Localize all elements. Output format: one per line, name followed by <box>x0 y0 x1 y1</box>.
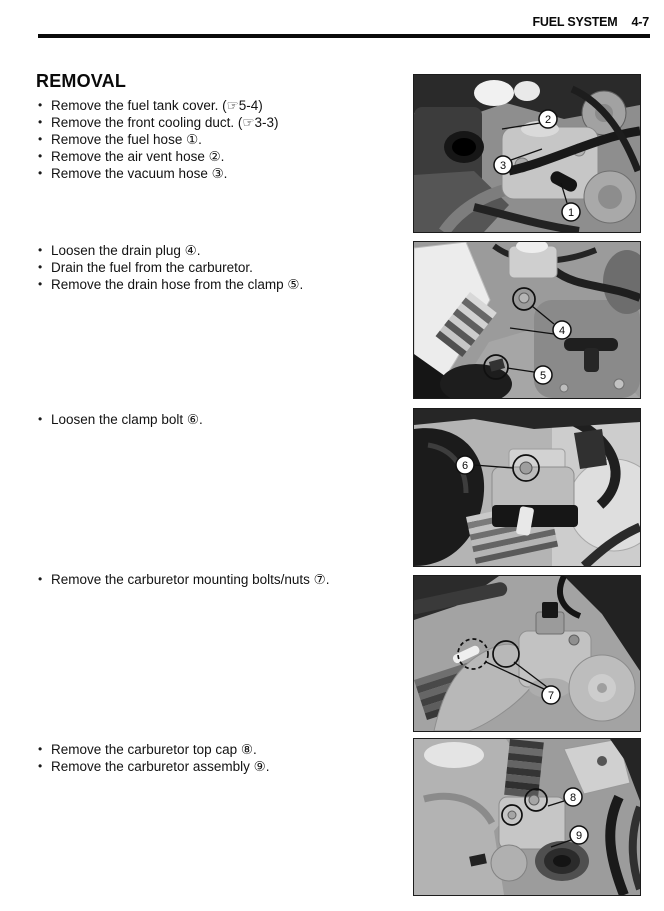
clamp-band-shape <box>492 505 578 527</box>
callout-3-badge <box>494 156 512 174</box>
instruction-group-3 <box>38 411 410 428</box>
instruction-text: Loosen the clamp bolt ⑥. <box>51 412 203 427</box>
callout-2-badge <box>539 110 557 128</box>
figure-drain-plug-photo <box>413 241 641 399</box>
instruction-item <box>38 411 410 428</box>
instruction-item <box>38 148 410 165</box>
instruction-text: Remove the carburetor assembly ⑨. <box>51 759 270 774</box>
instruction-item <box>38 276 410 293</box>
instruction-item <box>38 97 410 114</box>
callout-1-badge <box>562 203 580 221</box>
instruction-item <box>38 131 410 148</box>
bullet-marker: • <box>38 277 43 291</box>
instruction-group-1 <box>38 97 410 182</box>
svg-text:8: 8 <box>569 792 577 804</box>
photo-scene-svg <box>414 409 640 566</box>
page-header <box>532 15 649 29</box>
header-rule <box>38 34 650 38</box>
instruction-text: Remove the drain hose from the clamp ⑤. <box>51 277 304 292</box>
instruction-text: Loosen the drain plug ④. <box>51 243 201 258</box>
figure-clamp-bolt-photo <box>413 408 641 567</box>
clamp-bolt-shape <box>520 462 532 474</box>
instruction-item <box>38 741 410 758</box>
bullet-marker: • <box>38 149 43 163</box>
instruction-item <box>38 571 410 588</box>
instruction-text: Remove the fuel tank cover. (☞5-4) <box>51 98 263 113</box>
bullet-marker: • <box>38 260 43 274</box>
instruction-text: Remove the carburetor top cap ⑧. <box>51 742 257 757</box>
bullet-marker: • <box>38 243 43 257</box>
photo-scene-svg <box>414 576 640 731</box>
callout-6-badge <box>456 456 474 474</box>
instruction-text: Remove the carburetor mounting bolts/nuts ⑦. <box>51 572 330 587</box>
svg-text:1: 1 <box>567 207 575 219</box>
instruction-group-2 <box>38 242 410 293</box>
bullet-marker: • <box>38 98 43 112</box>
instruction-text: Remove the vacuum hose ③. <box>51 166 228 181</box>
svg-text:2: 2 <box>544 114 552 126</box>
svg-text:5: 5 <box>539 370 547 382</box>
callout-8-badge <box>564 788 582 806</box>
bullet-marker: • <box>38 742 43 756</box>
svg-text:9: 9 <box>575 830 583 842</box>
figure-mounting-bolts-photo <box>413 575 641 732</box>
instruction-group-5 <box>38 741 410 775</box>
instruction-item <box>38 242 410 259</box>
bullet-marker: • <box>38 166 43 180</box>
svg-text:3: 3 <box>499 160 507 172</box>
svg-text:6: 6 <box>461 460 469 472</box>
figure-hoses-photo <box>413 74 641 233</box>
bullet-marker: • <box>38 115 43 129</box>
instruction-text: Remove the air vent hose ②. <box>51 149 225 164</box>
callout-4-badge <box>553 321 571 339</box>
instruction-text: Drain the fuel from the carburetor. <box>51 260 253 275</box>
header-chapter-title: FUEL SYSTEM <box>532 15 618 29</box>
callout-5-badge <box>534 366 552 384</box>
section-title: REMOVAL <box>36 71 127 91</box>
svg-text:7: 7 <box>547 690 555 702</box>
bullet-marker: • <box>38 412 43 426</box>
photo-scene-svg <box>414 242 640 398</box>
svg-text:4: 4 <box>558 325 566 337</box>
callout-7-badge <box>542 686 560 704</box>
bullet-marker: • <box>38 132 43 146</box>
bullet-marker: • <box>38 759 43 773</box>
header-page-number: 4-7 <box>631 15 649 29</box>
instruction-text: Remove the front cooling duct. (☞3-3) <box>51 115 279 130</box>
photo-scene-svg <box>414 739 640 895</box>
callout-9-badge <box>570 826 588 844</box>
instruction-item <box>38 758 410 775</box>
instruction-group-4 <box>38 571 410 588</box>
instruction-item <box>38 259 410 276</box>
instruction-item <box>38 165 410 182</box>
figure-carb-assembly-photo <box>413 738 641 896</box>
bullet-marker: • <box>38 572 43 586</box>
instruction-item <box>38 114 410 131</box>
photo-scene-svg <box>414 75 640 232</box>
instruction-text: Remove the fuel hose ①. <box>51 132 202 147</box>
